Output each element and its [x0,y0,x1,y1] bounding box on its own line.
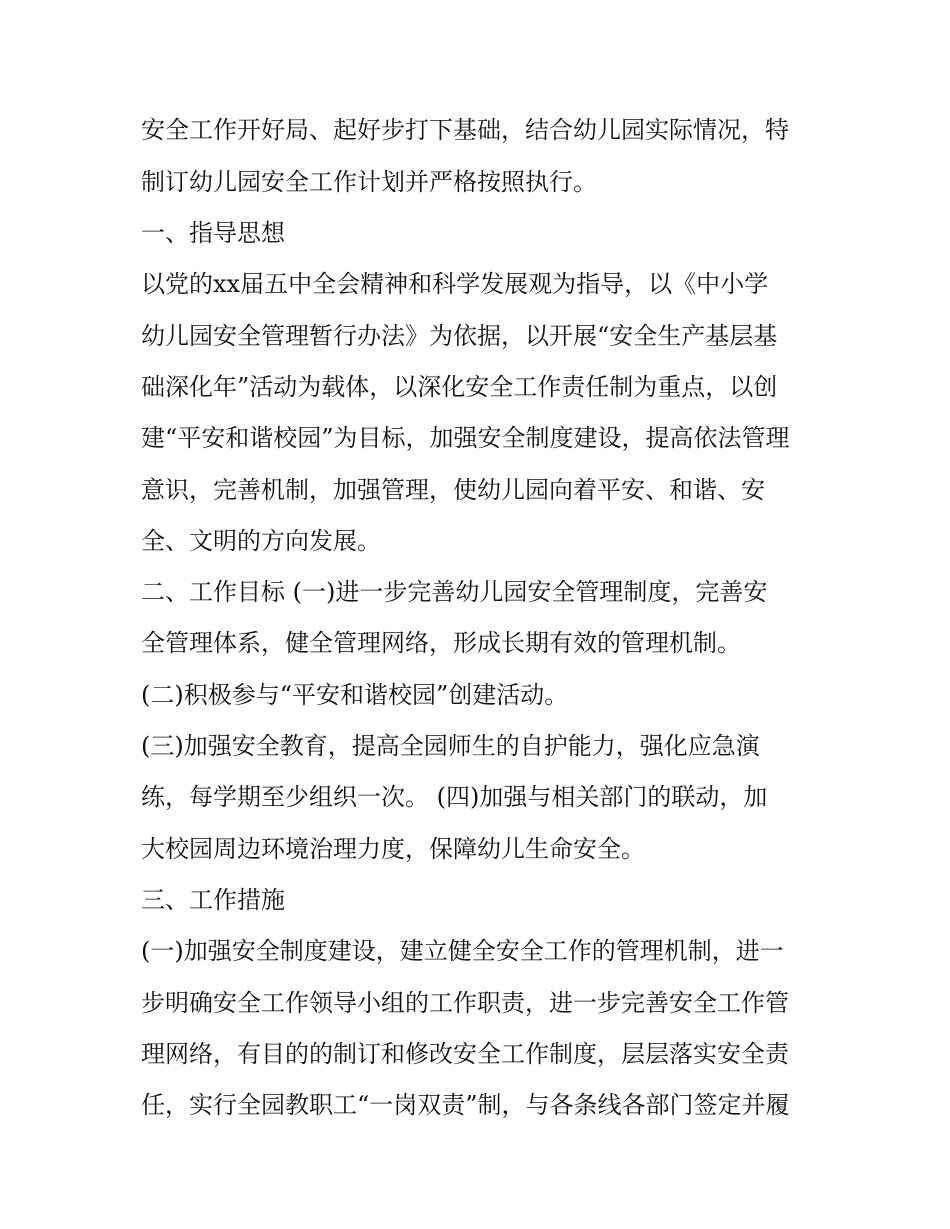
text-line: (二)积极参与“平安和谐校园”创建活动。 [141,681,569,709]
section-heading: 一、指导思想 [141,219,285,247]
text-line: 步明确安全工作领导小组的工作职责，进一步完善安全工作管 [141,989,789,1017]
text-line: (三)加强安全教育，提高全园师生的自护能力，强化应急演 [141,732,760,760]
text-line: 安全工作开好局、起好步打下基础，结合幼儿园实际情况，特 [141,116,789,144]
text-line: (一)加强安全制度建设，建立健全安全工作的管理机制，进一 [141,937,784,965]
text-line: 大校园周边环境治理力度，保障幼儿生命安全。 [141,835,645,863]
text-line: 练，每学期至少组织一次。 (四)加强与相关部门的联动，加 [141,783,768,811]
text-line: 理网络，有目的的制订和修改安全工作制度，层层落实安全责 [141,1040,789,1068]
text-line: 任，实行全园教职工“一岗双责”制，与各条线各部门签定并履 [141,1091,790,1119]
text-line: 全管理体系，健全管理网络，形成长期有效的管理机制。 [141,629,741,657]
text-line: 幼儿园安全管理暂行办法》为依据，以开展“安全生产基层基 [141,322,778,350]
text-line: 以党的xx届五中全会精神和科学发展观为指导，以《中小学 [141,270,769,298]
text-line: 全、文明的方向发展。 [141,527,381,555]
text-line: 意识，完善机制，加强管理，使幼儿园向着平安、和谐、安 [141,476,765,504]
section-heading: 二、工作目标 (一)进一步完善幼儿园安全管理制度，完善安 [141,578,768,606]
text-line: 建“平安和谐校园”为目标，加强安全制度建设，提高依法管理 [141,424,790,452]
section-heading: 三、工作措施 [141,886,285,914]
text-line: 制订幼儿园安全工作计划并严格按照执行。 [141,168,597,196]
text-line: 础深化年”活动为载体，以深化安全工作责任制为重点，以创 [141,373,778,401]
